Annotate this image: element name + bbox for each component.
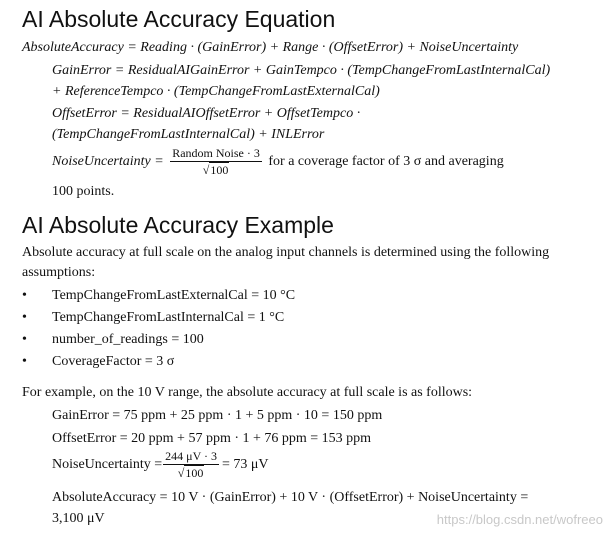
- gain-error-equation-line1: GainError = ResidualAIGainError + GainTempco · (TempChangeFromLastInternalCal): [52, 63, 551, 78]
- bullet-icon: •: [22, 288, 27, 303]
- noise-denominator: √100: [202, 163, 229, 178]
- offset-error-calculation: OffsetError = 20 ppm + 57 ppm · 1 + 76 ppm = 153 ppm: [52, 431, 372, 446]
- example-intro-line2: assumptions:: [22, 265, 96, 280]
- gain-error-equation-line2: + ReferenceTempco · (TempChangeFromLastExternalCal): [52, 84, 380, 99]
- noise-numerator: Random Noise · 3: [172, 146, 260, 161]
- gain-error-calculation: GainError = 75 ppm + 25 ppm · 1 + 5 ppm · 10 = 150 ppm: [52, 408, 383, 423]
- list-item: TempChangeFromLastInternalCal = 1 °C: [52, 310, 285, 325]
- noise-fraction: [170, 146, 262, 177]
- example-statement: For example, on the 10 V range, the absolute accuracy at full scale is as follows:: [22, 385, 473, 400]
- noise-uncertainty-calculation: [52, 447, 269, 483]
- absolute-accuracy-equation: AbsoluteAccuracy = Reading · (GainError) + Range · (OffsetError) + NoiseUncertainty: [22, 40, 519, 55]
- list-item: TempChangeFromLastExternalCal = 10 °C: [52, 288, 296, 303]
- list-item: number_of_readings = 100: [52, 332, 204, 347]
- offset-error-equation-line1: OffsetError = ResidualAIOffsetError + OffsetTempco ·: [52, 106, 361, 121]
- noise-calc-denominator-value: 100: [185, 466, 204, 481]
- absolute-accuracy-calculation-line2: 3,100 μV: [52, 511, 105, 526]
- noise-calc-lhs: NoiseUncertainty =: [52, 457, 163, 472]
- absolute-accuracy-calculation-line1: AbsoluteAccuracy = 10 V · (GainError) + 10 V · (OffsetError) + NoiseUncertainty =: [52, 490, 529, 505]
- noise-rhs: for a coverage factor of 3 σ and averaging: [268, 154, 504, 169]
- watermark: https://blog.csdn.net/wofreeo: [436, 512, 603, 527]
- noise-rhs-line2: 100 points.: [52, 184, 115, 199]
- bullet-icon: •: [22, 310, 27, 325]
- noise-uncertainty-equation: [52, 145, 504, 179]
- noise-calc-fraction: [163, 449, 219, 480]
- bullet-icon: •: [22, 332, 27, 347]
- section-heading-equation: AI Absolute Accuracy Equation: [22, 6, 336, 32]
- list-item: CoverageFactor = 3 σ: [52, 354, 175, 369]
- offset-error-equation-line2: (TempChangeFromLastInternalCal) + INLError: [52, 127, 325, 142]
- noise-denominator-value: 100: [210, 163, 229, 178]
- example-intro-line1: Absolute accuracy at full scale on the analog input channels is determined using the following: [22, 245, 550, 260]
- noise-lhs: NoiseUncertainty =: [52, 154, 164, 169]
- noise-calc-numerator: 244 μV · 3: [165, 449, 218, 464]
- noise-calc-rhs: = 73 μV: [222, 457, 269, 472]
- bullet-icon: •: [22, 354, 27, 369]
- section-heading-example: AI Absolute Accuracy Example: [22, 212, 334, 238]
- noise-calc-denominator: √100: [177, 466, 204, 481]
